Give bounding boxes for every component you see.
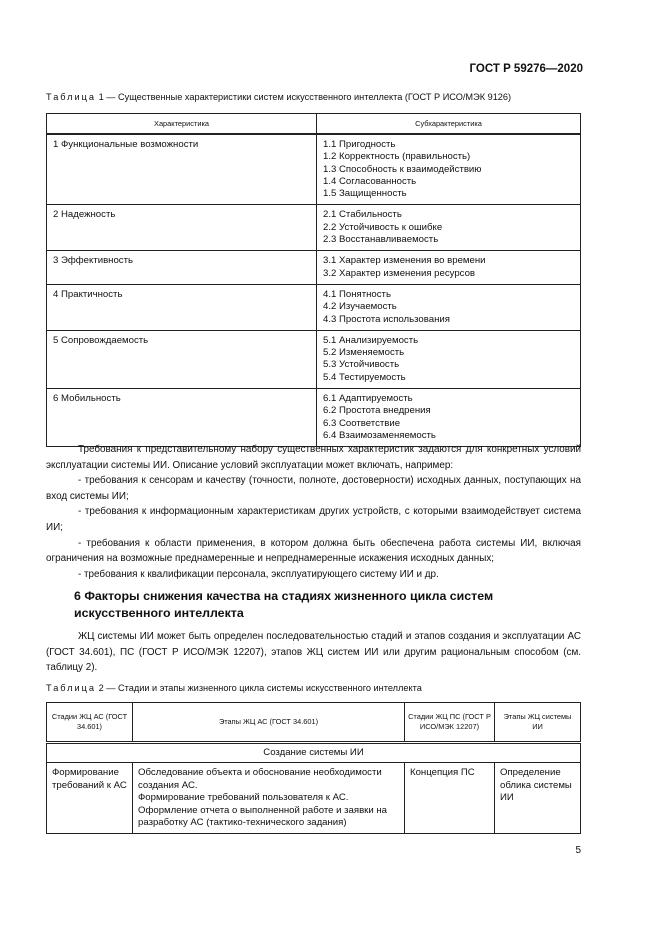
- subcharacteristic: 2.3 Восстанавливаемость: [323, 234, 439, 246]
- caption-prefix: Таблица: [46, 683, 97, 693]
- characteristic-cell: 5 Сопровождаемость: [47, 330, 317, 388]
- table-row: [47, 284, 581, 330]
- subcharacteristic: 1.5 Защищенность: [323, 188, 407, 200]
- caption-prefix: Таблица: [46, 92, 97, 102]
- subcharacteristic: 5.4 Тестируемость: [323, 371, 406, 383]
- subcharacteristic-cell: [317, 330, 581, 388]
- section-row: [47, 743, 581, 763]
- subcharacteristic: 4.2 Изучаемость: [323, 301, 397, 313]
- list-item: - требования к области применения, в котором должна быть обеспечена работа системы ИИ, включая ограничения на возможные преднамеренные и непреднамеренные искажения исходных данных;: [46, 537, 581, 565]
- column-header: Стадии ЖЦ АС (ГОСТ 34.601): [47, 703, 133, 743]
- table-row: [47, 134, 581, 205]
- step: Формирование требований пользователя к АС.: [138, 792, 349, 804]
- list-item: - требования к сенсорам и качеству (точности, полноте, достоверности) исходных данных, поступающих на вход системы ИИ;: [46, 475, 581, 502]
- caption-text: 1 — Существенные характеристики систем искусственного интеллекта (ГОСТ Р ИСО/МЭК 9126): [98, 92, 512, 102]
- lifecycle-text: [46, 629, 581, 676]
- caption-text: 2 — Стадии и этапы жизненного цикла системы искусственного интеллекта: [98, 683, 422, 693]
- subcharacteristic-cell: [317, 389, 581, 447]
- table-header-row: [47, 703, 581, 743]
- as-steps: [133, 763, 405, 834]
- page-number: 5: [575, 845, 581, 856]
- column-header: Субхарактеристика: [317, 114, 581, 135]
- subcharacteristic: 5.1 Анализируемость: [323, 334, 419, 346]
- table-row: [47, 389, 581, 447]
- list-item: - требования к квалификации персонала, эксплуатирующего систему ИИ и др.: [78, 568, 439, 580]
- characteristic-cell: 2 Надежность: [47, 205, 317, 251]
- subcharacteristic: 4.1 Понятность: [323, 288, 391, 300]
- subcharacteristic: 6.2 Простота внедрения: [323, 405, 431, 417]
- subcharacteristic: 5.3 Устойчивость: [323, 359, 400, 371]
- subcharacteristic: 1.2 Корректность (правильность): [323, 151, 471, 163]
- subcharacteristic: 1.4 Согласованность: [323, 175, 417, 187]
- step: Обследование объекта и обоснование необходимости создания АС.: [138, 767, 382, 791]
- step: Оформление отчета о выполненной работе и заявки на разработку АС (тактико-технического задания): [138, 804, 388, 829]
- column-header: Характеристика: [47, 114, 317, 135]
- subcharacteristic: 2.1 Стабильность: [323, 209, 402, 221]
- subcharacteristic-cell: [317, 134, 581, 205]
- column-header: Этапы ЖЦ АС (ГОСТ 34.601): [133, 703, 405, 743]
- characteristics-table: [46, 113, 581, 447]
- subcharacteristic: 1.3 Способность к взаимодействию: [323, 163, 482, 175]
- lifecycle-table: [46, 702, 581, 834]
- document-id: ГОСТ Р 59276—2020: [469, 63, 583, 75]
- section-heading: 6 Факторы снижения качества на стадиях жизненного цикла систем искусственного интеллекта: [74, 589, 494, 620]
- as-stage: Формирование требований к АС: [47, 763, 133, 834]
- characteristic-cell: 6 Мобильность: [47, 389, 317, 447]
- subcharacteristic: 2.2 Устойчивость к ошибке: [323, 221, 443, 233]
- paragraph: ЖЦ системы ИИ может быть определен последовательностью стадий и этапов создания и эксплуатации АС (ГОСТ 34.601), ПС (ГОСТ Р ИСО/МЭК 12207), этапов ЖЦ систем ИИ или другим рациональным способом (см. таблицу 2).: [46, 631, 581, 674]
- characteristic-cell: 3 Эффективность: [47, 251, 317, 285]
- ps-stage: Концепция ПС: [405, 763, 495, 834]
- subcharacteristic-cell: [317, 284, 581, 330]
- paragraph: Требования к представительному набору существенных характеристик задаются для конкретных условий эксплуатации системы ИИ. Описание условий эксплуатации может включать, например:: [46, 444, 581, 471]
- subcharacteristic: 6.3 Соответствие: [323, 417, 401, 429]
- ai-stage: Определение облика системы ИИ: [495, 763, 581, 834]
- list-item: - требования к информационным характеристикам других устройств, с которыми взаимодействует система ИИ;: [46, 506, 581, 533]
- table-row: [47, 330, 581, 388]
- subcharacteristic: 4.3 Простота использования: [323, 313, 450, 325]
- table-header-row: [47, 114, 581, 135]
- subcharacteristic-cell: [317, 205, 581, 251]
- subcharacteristic: 5.2 Изменяемость: [323, 347, 405, 359]
- subcharacteristic: 1.1 Пригодность: [323, 139, 396, 150]
- table-row: [47, 205, 581, 251]
- subcharacteristic-cell: [317, 251, 581, 285]
- table2-caption: [46, 683, 422, 693]
- table-row: [47, 763, 581, 834]
- column-header: Стадии ЖЦ ПС (ГОСТ Р ИСО/МЭК 12207): [405, 703, 495, 743]
- characteristic-cell: 4 Практичность: [47, 284, 317, 330]
- requirements-text: [46, 442, 581, 582]
- subcharacteristic: 6.4 Взаимозаменяемость: [323, 429, 436, 441]
- subcharacteristic: 3.1 Характер изменения во времени: [323, 255, 486, 267]
- table-row: [47, 251, 581, 285]
- section-label: Создание системы ИИ: [47, 743, 581, 763]
- column-header: Этапы ЖЦ системы ИИ: [495, 703, 581, 743]
- characteristic-cell: 1 Функциональные возможности: [47, 134, 317, 205]
- subcharacteristic: 3.2 Характер изменения ресурсов: [323, 267, 476, 279]
- subcharacteristic: 6.1 Адаптируемость: [323, 393, 413, 405]
- table1-caption: [46, 92, 511, 102]
